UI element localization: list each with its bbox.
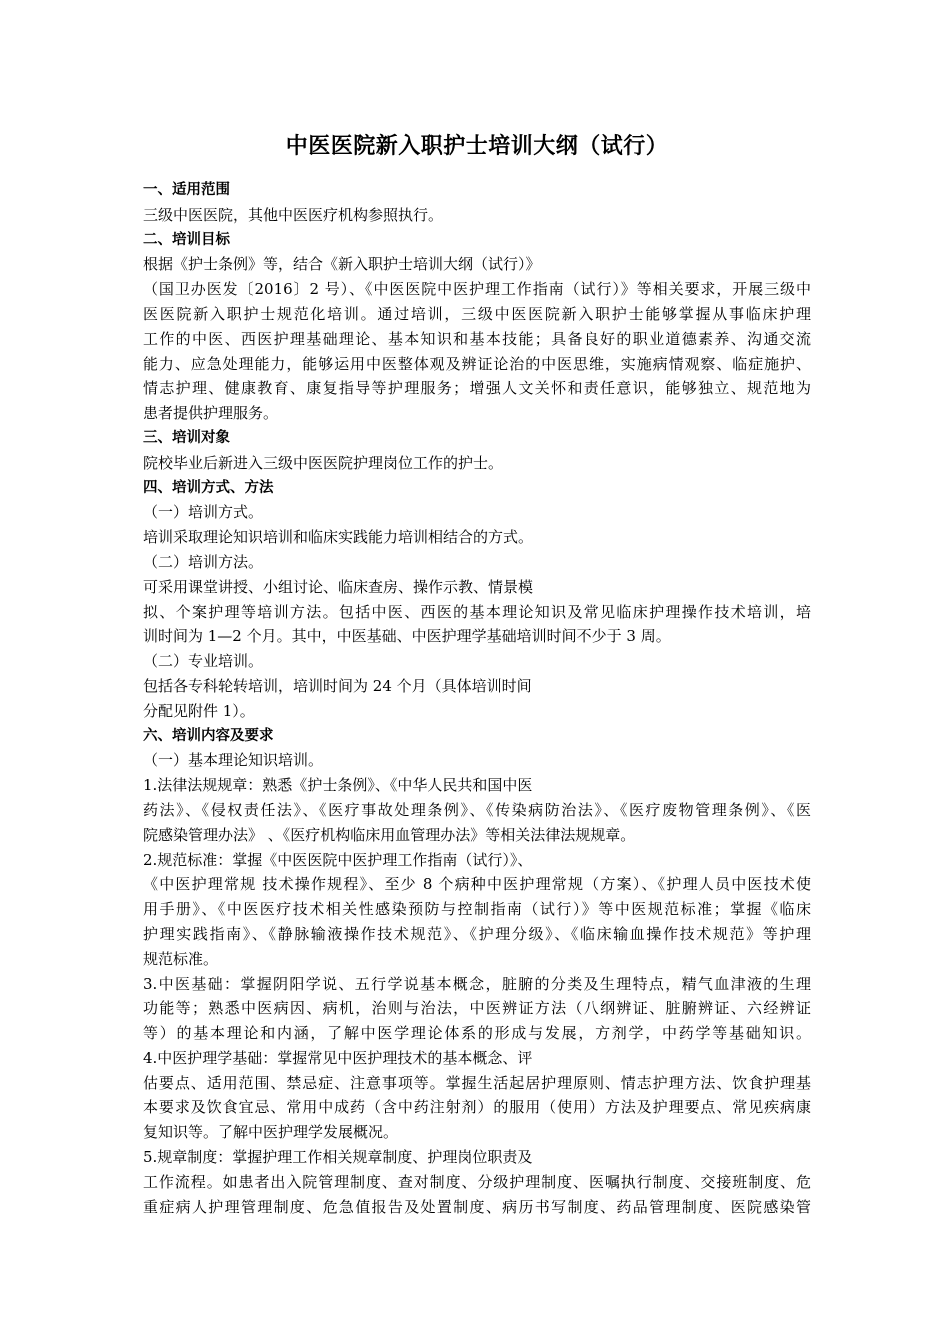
text-line: 院感染管理办法》 、《医疗机构临床用血管理办法》等相关法律法规规章。 [143,825,636,844]
text-line: 等）的基本理论和内涵，了解中医学理论体系的形成与发展，方剂学，中药学等基础知识。 [143,1024,811,1043]
text-line: 5.规章制度：掌握护理工作相关规章制度、护理岗位职责及 [143,1148,533,1167]
text-line: 规范标准。 [143,949,219,968]
text-line: 重症病人护理管理制度、危急值报告及处置制度、病历书写制度、药品管理制度、医院感染管 [143,1197,811,1216]
text-line: 可采用课堂讲授、小组讨论、临床查房、操作示教、情景模 [143,577,534,596]
text-line: 工作的中医、西医护理基础理论、基本知识和基本技能；具备良好的职业道德素养、沟通交流 [143,329,811,348]
text-line: （一）培训方式。 [143,503,264,522]
text-line: 3.中医基础：掌握阴阳学说、五行学说基本概念，脏腑的分类及生理特点，精气血津液的生理 [143,974,811,993]
section-heading: 一、适用范围 [143,182,230,198]
text-line: 4.中医护理学基础：掌握常见中医护理技术的基本概念、评 [143,1048,533,1067]
text-line: 情志护理、健康教育、康复指导等护理服务；增强人文关怀和责任意识，能够独立、规范地为 [143,379,811,398]
text-line: 功能等；熟悉中医病因、病机，治则与治法，中医辨证方法（八纲辨证、脏腑辨证、六经辨证 [143,999,811,1018]
text-line: 2.规范标准：掌握《中医医院中医护理工作指南（试行）》、 [143,850,533,869]
text-line: 患者提供护理服务。 [143,404,279,423]
document-title: 中医医院新入职护士培训大纲（试行） [285,134,669,159]
text-line: 医医院新入职护士规范化培训。通过培训，三级中医医院新入职护士能够掌握从事临床护理 [143,304,811,323]
text-line: 估要点、适用范围、禁忌症、注意事项等。掌握生活起居护理原则、情志护理方法、饮食护理基 [143,1073,811,1092]
text-line: 三级中医医院，其他中医医疗机构参照执行。 [143,205,444,224]
text-line: 院校毕业后新进入三级中医医院护理岗位工作的护士。 [143,453,504,472]
text-line: （国卫办医发〔2016〕2 号）、《中医医院中医护理工作指南（试行）》等相关要求，开展三级中 [143,280,811,299]
section-heading: 四、培训方式、方法 [143,479,274,496]
document-page [143,128,811,1219]
section-heading: 二、培训目标 [143,231,230,248]
text-line: 药法》、《侵权责任法》、《医疗事故处理条例》、《传染病防治法》、《医疗废物管理条例》、《医 [143,800,811,819]
section-heading: 三、培训对象 [143,429,230,446]
text-line: 培训采取理论知识培训和临床实践能力培训相结合的方式。 [143,528,534,547]
text-line: 护理实践指南》、《静脉输液操作技术规范》、《护理分级》、《临床输血操作技术规范》等护理 [143,924,811,943]
text-line: 分配见附件 1）。 [143,701,255,720]
text-line: 本要求及饮食宜忌、常用中成药（含中药注射剂）的服用（使用）方法及护理要点、常见疾病康 [143,1098,811,1117]
document-body [143,178,811,1219]
text-line: 能力、应急处理能力，能够运用中医整体观及辨证论治的中医思维，实施病情观察、临症施护、 [143,354,811,373]
text-line: 《中医护理常规 技术操作规程》、至少 8 个病种中医护理常规（方案）、《护理人员中医技术使 [143,875,811,894]
text-line: （一）基本理论知识培训。 [143,751,324,770]
section-heading: 六、培训内容及要求 [143,727,274,744]
text-line: 包括各专科轮转培训，培训时间为 24 个月（具体培训时间 [143,676,532,695]
text-line: （二）培训方法。 [143,552,264,571]
text-line: 根据《护士条例》等，结合《新入职护士培训大纲（试行）》 [143,255,541,274]
text-line: 训时间为 1—2 个月。其中，中医基础、中医护理学基础培训时间不少于 3 周。 [143,627,671,646]
text-line: 工作流程。如患者出入院管理制度、查对制度、分级护理制度、医嘱执行制度、交接班制度、危 [143,1172,811,1191]
text-line: （二）专业培训。 [143,652,264,671]
text-line: 拟、个案护理等培训方法。包括中医、西医的基本理论知识及常见临床护理操作技术培训，培 [143,602,811,621]
text-line: 1.法律法规规章：熟悉《护士条例》、《中华人民共和国中医 [143,776,533,795]
text-line: 复知识等。了解中医护理学发展概况。 [143,1123,399,1142]
text-line: 用手册》、《中医医疗技术相关性感染预防与控制指南（试行）》等中医规范标准；掌握《临床 [143,900,811,919]
